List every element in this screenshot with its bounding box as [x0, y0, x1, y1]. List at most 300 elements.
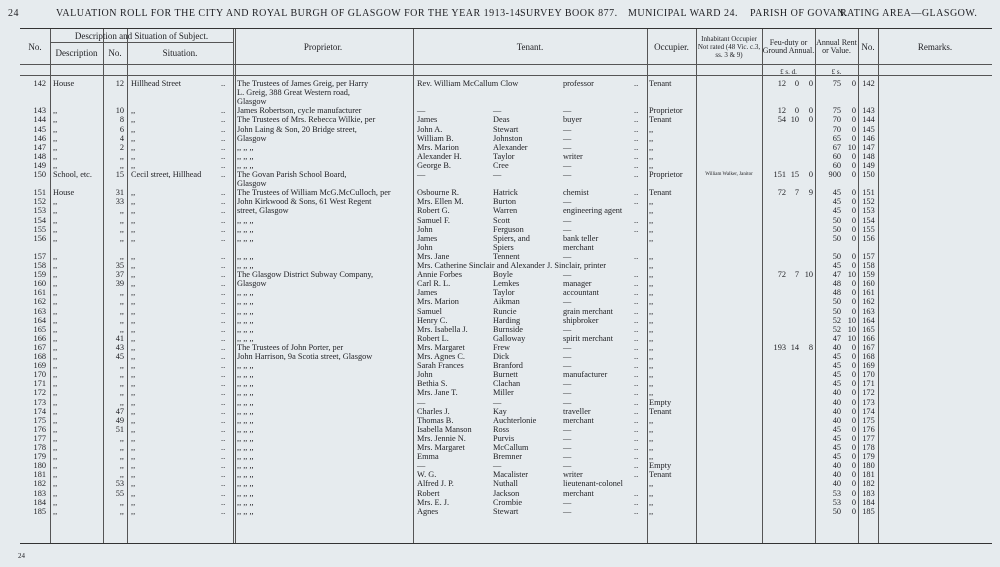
- cell-tf: William B.: [417, 133, 454, 143]
- cell-rent-s: 0: [851, 206, 856, 216]
- cell-occ: ,,: [649, 452, 654, 462]
- cell-sit-dots: ..: [221, 352, 226, 361]
- cell-num: 15: [115, 170, 124, 179]
- cell-prop: ,, ,, ,,: [237, 233, 254, 243]
- cell-sit-dots: ..: [221, 406, 226, 416]
- cell-rent-l: 40: [832, 415, 841, 425]
- cell-occ: ,,: [649, 151, 654, 161]
- table-body: [20, 75, 992, 543]
- cell-feu-l: 12: [777, 79, 786, 88]
- cell-prop: The Trustees of William McG.McCulloch, per: [237, 188, 391, 198]
- cell-no: 185: [33, 506, 46, 516]
- cell-no2: 172: [862, 388, 875, 398]
- cell-feu-l: 72: [777, 188, 786, 198]
- table-row: [20, 97, 992, 106]
- cell-to: buyer: [563, 115, 582, 125]
- cell-rent-l: 40: [832, 406, 841, 416]
- cell-to: —: [563, 324, 572, 334]
- cell-occ: Tenant: [649, 115, 672, 125]
- cell-no: 168: [33, 352, 46, 361]
- cell-rent-s: 10: [847, 315, 856, 325]
- cell-tl: Deas: [493, 115, 510, 125]
- cell-rent-l: 70: [832, 124, 841, 134]
- cell-sit-dots: ..: [221, 470, 226, 480]
- cell-to: —: [563, 452, 572, 462]
- cell-sit: ,,: [131, 160, 136, 170]
- cell-tdots: ..: [634, 115, 639, 125]
- cell-desc: ,,: [53, 352, 58, 361]
- cell-tdots: ..: [634, 215, 639, 225]
- cell-no2: 171: [862, 379, 875, 389]
- cell-sit: ,,: [131, 306, 136, 316]
- table-row: [20, 443, 992, 452]
- cell-to: manager: [563, 279, 592, 289]
- cell-tf: Mrs. Agnes C.: [417, 352, 465, 361]
- cell-to: —: [563, 106, 572, 116]
- table-row: [20, 470, 992, 479]
- cell-no2: 148: [862, 151, 875, 161]
- cell-no2: 153: [862, 206, 875, 216]
- cell-rent-s: 0: [851, 251, 856, 261]
- table-row: [20, 152, 992, 161]
- cell-to: writer: [563, 151, 583, 161]
- cell-sit-dots: ..: [221, 188, 226, 198]
- cell-tdots: ..: [634, 324, 639, 334]
- cell-sit: ,,: [131, 406, 136, 416]
- cell-rent-l: 45: [832, 452, 841, 462]
- cell-no2: 180: [862, 461, 875, 471]
- col-situation: Situation.: [162, 48, 198, 58]
- cell-tdots: ..: [634, 461, 639, 471]
- cell-prop: ,, ,, ,,: [237, 261, 254, 270]
- cell-occ: ,,: [649, 133, 654, 143]
- municipal-ward: MUNICIPAL WARD 24.: [628, 8, 739, 19]
- table-row: [20, 307, 992, 316]
- cell-rent-s: 0: [851, 379, 856, 389]
- cell-tl: Burton: [493, 197, 517, 207]
- cell-prop: ,, ,, ,,: [237, 151, 254, 161]
- cell-prop: ,, ,, ,,: [237, 479, 254, 489]
- cell-tdots: ..: [634, 270, 639, 280]
- cell-tl: Runcie: [493, 306, 517, 316]
- col-tenant: Tenant.: [516, 41, 544, 52]
- cell-tdots: ..: [634, 124, 639, 134]
- cell-sit: ,,: [131, 197, 136, 207]
- cell-to: —: [563, 197, 572, 207]
- cell-no2: 152: [862, 197, 875, 207]
- cell-tl: Nuthall: [493, 479, 518, 489]
- cell-to: engineering agent: [563, 206, 623, 216]
- cell-sit: ,,: [131, 342, 136, 352]
- cell-num: 45: [115, 352, 124, 361]
- cell-tl: Taylor: [493, 288, 515, 298]
- table-row: [20, 143, 992, 152]
- cell-no2: 161: [862, 288, 875, 298]
- cell-rent-l: 52: [832, 324, 841, 334]
- cell-desc: ,,: [53, 197, 58, 207]
- cell-num: ,,: [119, 461, 124, 471]
- cell-tf: Mrs. Catherine Sinclair and Alexander J. Sinclair, printer: [417, 261, 607, 270]
- cell-tf: James: [417, 233, 438, 243]
- cell-tf: James: [417, 288, 438, 298]
- cell-sit: ,,: [131, 352, 136, 361]
- cell-sit-dots: ..: [221, 233, 226, 243]
- cell-rent-l: 45: [832, 370, 841, 380]
- cell-rent-s: 0: [851, 488, 856, 498]
- cell-tf: Mrs. Jennie N.: [417, 433, 466, 443]
- cell-desc: ,,: [53, 361, 58, 371]
- cell-no: 169: [33, 361, 46, 371]
- cell-occ: ,,: [649, 288, 654, 298]
- cell-prop: The Trustees of John Porter, per: [237, 342, 344, 352]
- cell-sit-dots: ..: [221, 115, 226, 125]
- cell-rent-s: 0: [851, 224, 856, 234]
- cell-desc: ,,: [53, 251, 58, 261]
- cell-rent-l: 40: [832, 479, 841, 489]
- cell-sit-dots: ..: [221, 79, 226, 88]
- cell-desc: ,,: [53, 452, 58, 462]
- cell-occ: ,,: [649, 379, 654, 389]
- cell-rent-l: 70: [832, 115, 841, 125]
- cell-desc: ,,: [53, 115, 58, 125]
- cell-num: ,,: [119, 251, 124, 261]
- cell-rent-l: 75: [832, 79, 841, 88]
- cell-to: —: [563, 170, 572, 179]
- cell-no: 159: [33, 270, 46, 280]
- cell-rent-s: 0: [851, 160, 856, 170]
- cell-no2: 145: [862, 124, 875, 134]
- cell-sit-dots: ..: [221, 415, 226, 425]
- col-annual-rent: Annual Rent or Value.: [816, 37, 857, 55]
- cell-rent-s: 10: [847, 324, 856, 334]
- cell-tf: Mrs. Margaret: [417, 342, 465, 352]
- cell-no2: 165: [862, 324, 875, 334]
- cell-rent-s: 0: [851, 470, 856, 480]
- cell-no: 142: [33, 79, 46, 88]
- cell-sit-dots: ..: [221, 424, 226, 434]
- cell-rent-s: 0: [851, 279, 856, 289]
- table-row: [20, 334, 992, 343]
- cell-no: 149: [33, 160, 46, 170]
- page-foot-mark: 24: [18, 552, 25, 560]
- table-row: [20, 461, 992, 470]
- cell-tdots: ..: [634, 160, 639, 170]
- cell-prop: ,, ,, ,,: [237, 388, 254, 398]
- cell-rent-l: 40: [832, 470, 841, 480]
- cell-num: 41: [115, 333, 124, 343]
- cell-desc: ,,: [53, 224, 58, 234]
- cell-to: —: [563, 342, 572, 352]
- cell-rent-l: 52: [832, 315, 841, 325]
- col-no: No.: [28, 41, 42, 52]
- cell-to: —: [563, 160, 572, 170]
- cell-to: —: [563, 379, 572, 389]
- cell-sit-dots: ..: [221, 170, 226, 179]
- cell-sit: ,,: [131, 370, 136, 380]
- cell-occ: ,,: [649, 124, 654, 134]
- cell-prop: ,, ,, ,,: [237, 461, 254, 471]
- cell-prop: ,, ,, ,,: [237, 497, 254, 507]
- col-no-right: No.: [861, 41, 875, 52]
- cell-prop: ,, ,, ,,: [237, 297, 254, 307]
- cell-rent-s: 0: [851, 415, 856, 425]
- cell-to: —: [563, 361, 572, 371]
- cell-sit: ,,: [131, 424, 136, 434]
- cell-occ: ,,: [649, 279, 654, 289]
- cell-tl: —: [493, 170, 502, 179]
- cell-tl: Scott: [493, 215, 511, 225]
- cell-to: —: [563, 388, 572, 398]
- cell-no2: 160: [862, 279, 875, 289]
- cell-no2: 157: [862, 251, 875, 261]
- cell-tdots: ..: [634, 488, 639, 498]
- cell-sit: Cecil street, Hillhead: [131, 170, 202, 179]
- cell-desc: ,,: [53, 488, 58, 498]
- cell-rent-l: 65: [832, 133, 841, 143]
- cell-feu-l: 54: [777, 115, 786, 125]
- cell-tl: —: [493, 461, 502, 471]
- cell-num: ,,: [119, 452, 124, 462]
- cell-no: 178: [33, 443, 46, 452]
- cell-num: ,,: [119, 388, 124, 398]
- cell-tl: Warren: [493, 206, 518, 216]
- cell-tf: Bethia S.: [417, 379, 448, 389]
- cell-occ: ,,: [649, 433, 654, 443]
- cell-sit-dots: ..: [221, 197, 226, 207]
- cell-occ: Empty: [649, 397, 672, 407]
- cell-tl: Tennent: [493, 251, 520, 261]
- table-row: [20, 325, 992, 334]
- cell-to: —: [563, 133, 572, 143]
- cell-to: bank teller: [563, 233, 599, 243]
- cell-tl: Kay: [493, 406, 507, 416]
- cell-sit: ,,: [131, 452, 136, 462]
- cell-no: 177: [33, 433, 46, 443]
- cell-tdots: ..: [634, 288, 639, 298]
- cell-to: merchant: [563, 488, 594, 498]
- cell-sit-dots: ..: [221, 461, 226, 471]
- table-row: [20, 370, 992, 379]
- cell-to: spirit merchant: [563, 333, 613, 343]
- cell-prop: Glasgow: [237, 133, 267, 143]
- cell-tf: Sarah Frances: [417, 361, 464, 371]
- cell-no: 175: [33, 415, 46, 425]
- cell-tdots: ..: [634, 406, 639, 416]
- table-row: [20, 243, 992, 252]
- cell-desc: ,,: [53, 443, 58, 452]
- cell-tdots: ..: [634, 370, 639, 380]
- table-row: [20, 225, 992, 234]
- cell-desc: ,,: [53, 124, 58, 134]
- cell-prop: ,, ,, ,,: [237, 251, 254, 261]
- cell-tl: McCallum: [493, 443, 529, 452]
- cell-tf: Emma: [417, 452, 439, 462]
- cell-sit-dots: ..: [221, 106, 226, 116]
- cell-tf: Charles J.: [417, 406, 450, 416]
- cell-tf: John: [417, 224, 433, 234]
- cell-no2: 181: [862, 470, 875, 480]
- cell-no: 164: [33, 315, 46, 325]
- cell-num: 51: [115, 424, 124, 434]
- cell-tl: Stewart: [493, 124, 519, 134]
- table-row: [20, 498, 992, 507]
- cell-tf: Mrs. E. J.: [417, 497, 450, 507]
- cell-num: ,,: [119, 361, 124, 371]
- cell-tl: Dick: [493, 352, 510, 361]
- cell-rent-s: 0: [851, 288, 856, 298]
- cell-sit: ,,: [131, 397, 136, 407]
- cell-rent-s: 0: [851, 497, 856, 507]
- cell-to: —: [563, 443, 572, 452]
- col-number: No.: [108, 48, 122, 58]
- cell-sit-dots: ..: [221, 479, 226, 489]
- cell-sit: ,,: [131, 415, 136, 425]
- cell-tdots: ..: [634, 224, 639, 234]
- cell-tf: Mrs. Marion: [417, 297, 459, 307]
- cell-tdots: ..: [634, 388, 639, 398]
- cell-desc: ,,: [53, 160, 58, 170]
- cell-tf: W. G.: [417, 470, 437, 480]
- cell-no: 182: [33, 479, 46, 489]
- cell-rent-s: 0: [851, 506, 856, 516]
- cell-no2: 183: [862, 488, 875, 498]
- cell-prop: ,, ,, ,,: [237, 397, 254, 407]
- cell-num: 43: [115, 342, 124, 352]
- cell-sit: ,,: [131, 497, 136, 507]
- cell-tdots: ..: [634, 333, 639, 343]
- cell-rent-s: 10: [847, 333, 856, 343]
- cell-rent-s: 0: [851, 433, 856, 443]
- cell-desc: ,,: [53, 270, 58, 280]
- col-description: Description: [55, 48, 98, 58]
- cell-tl: Jackson: [493, 488, 520, 498]
- table-row: [20, 288, 992, 297]
- cell-tdots: ..: [634, 452, 639, 462]
- cell-prop: ,, ,, ,,: [237, 142, 254, 152]
- cell-sit-dots: ..: [221, 160, 226, 170]
- cell-no2: 174: [862, 406, 875, 416]
- cell-rent-s: 10: [847, 270, 856, 280]
- cell-prop: The Govan Parish School Board,: [237, 170, 347, 179]
- cell-prop: John Harrison, 9a Scotia street, Glasgow: [237, 352, 373, 361]
- cell-no2: 173: [862, 397, 875, 407]
- cell-sit: ,,: [131, 215, 136, 225]
- cell-feu-l: 151: [773, 170, 786, 179]
- cell-no2: 185: [862, 506, 875, 516]
- cell-to: —: [563, 224, 572, 234]
- cell-feu-s: 0: [794, 106, 799, 116]
- cell-sit-dots: ..: [221, 379, 226, 389]
- cell-feu-d: 0: [808, 115, 813, 125]
- cell-tf: Thomas B.: [417, 415, 454, 425]
- cell-occ: ,,: [649, 443, 654, 452]
- cell-prop: Glasgow: [237, 97, 267, 107]
- cell-tf: —: [417, 461, 426, 471]
- cell-occ: ,,: [649, 142, 654, 152]
- cell-tdots: ..: [634, 142, 639, 152]
- cell-prop: ,, ,, ,,: [237, 470, 254, 480]
- cell-tf: Mrs. Jane T.: [417, 388, 458, 398]
- cell-tdots: ..: [634, 79, 639, 88]
- cell-rent-s: 0: [851, 79, 856, 88]
- cell-no2: 168: [862, 352, 875, 361]
- cell-tf: —: [417, 106, 426, 116]
- cell-no2: 147: [862, 142, 875, 152]
- cell-sit-dots: ..: [221, 206, 226, 216]
- cell-occ: ,,: [649, 297, 654, 307]
- cell-sit-dots: ..: [221, 279, 226, 289]
- cell-rent-s: 0: [851, 115, 856, 125]
- cell-occ: ,,: [649, 506, 654, 516]
- cell-no2: 158: [862, 261, 875, 270]
- cell-rent-l: 40: [832, 397, 841, 407]
- cell-tdots: ..: [634, 424, 639, 434]
- table-row: [20, 197, 992, 206]
- col-inhabitant-occupier: Inhabitant Occupier Not rated (48 Vic. c.3, ss. 3 & 9): [697, 34, 761, 59]
- cell-rent-s: 0: [851, 215, 856, 225]
- cell-tf: Mrs. Margaret: [417, 443, 465, 452]
- cell-tl: Macalister: [493, 470, 529, 480]
- cell-occ: Tenant: [649, 79, 672, 88]
- cell-num: ,,: [119, 215, 124, 225]
- cell-rent-s: 0: [851, 197, 856, 207]
- cell-sit: ,,: [131, 288, 136, 298]
- cell-tf: —: [417, 170, 426, 179]
- cell-sit-dots: ..: [221, 151, 226, 161]
- cell-rent-l: 40: [832, 388, 841, 398]
- cell-num: ,,: [119, 506, 124, 516]
- table-row: [20, 79, 992, 88]
- cell-rent-l: 45: [832, 197, 841, 207]
- cell-num: 12: [115, 79, 124, 88]
- cell-sit: ,,: [131, 461, 136, 471]
- cell-desc: ,,: [53, 397, 58, 407]
- cell-occ: Tenant: [649, 406, 672, 416]
- cell-no: 151: [33, 188, 46, 198]
- cell-num: ,,: [119, 288, 124, 298]
- cell-tdots: ..: [634, 361, 639, 371]
- cell-prop: ,, ,, ,,: [237, 379, 254, 389]
- cell-to: —: [563, 142, 572, 152]
- cell-occ: ,,: [649, 424, 654, 434]
- cell-prop: ,, ,, ,,: [237, 315, 254, 325]
- cell-tdots: ..: [634, 251, 639, 261]
- cell-occ: ,,: [649, 251, 654, 261]
- table-row: [20, 388, 992, 397]
- cell-num: 6: [119, 124, 124, 134]
- cell-occ: Proprietor: [649, 106, 683, 116]
- col-remarks: Remarks.: [917, 41, 953, 52]
- cell-rent-s: 0: [851, 406, 856, 416]
- cell-desc: ,,: [53, 261, 58, 270]
- cell-desc: House: [53, 79, 75, 88]
- cell-num: 4: [119, 133, 124, 143]
- cell-num: ,,: [119, 324, 124, 334]
- cell-prop: The Trustees of Mrs. Rebecca Wilkie, per: [237, 115, 376, 125]
- cell-no2: 162: [862, 297, 875, 307]
- cell-no: 160: [33, 279, 46, 289]
- rating-area: RATING AREA—GLASGOW.: [840, 8, 978, 19]
- cell-rent-s: 10: [847, 142, 856, 152]
- cell-num: 31: [115, 188, 124, 198]
- cell-tl: Hatrick: [493, 188, 518, 198]
- cell-sit: ,,: [131, 433, 136, 443]
- cell-desc: ,,: [53, 315, 58, 325]
- cell-tl: Bremner: [493, 452, 523, 462]
- cell-occ: Proprietor: [649, 170, 683, 179]
- roll-title: VALUATION ROLL FOR THE CITY AND ROYAL BURGH OF GLASGOW FOR THE YEAR 1913-14.: [56, 8, 524, 19]
- cell-rent-l: 45: [832, 188, 841, 198]
